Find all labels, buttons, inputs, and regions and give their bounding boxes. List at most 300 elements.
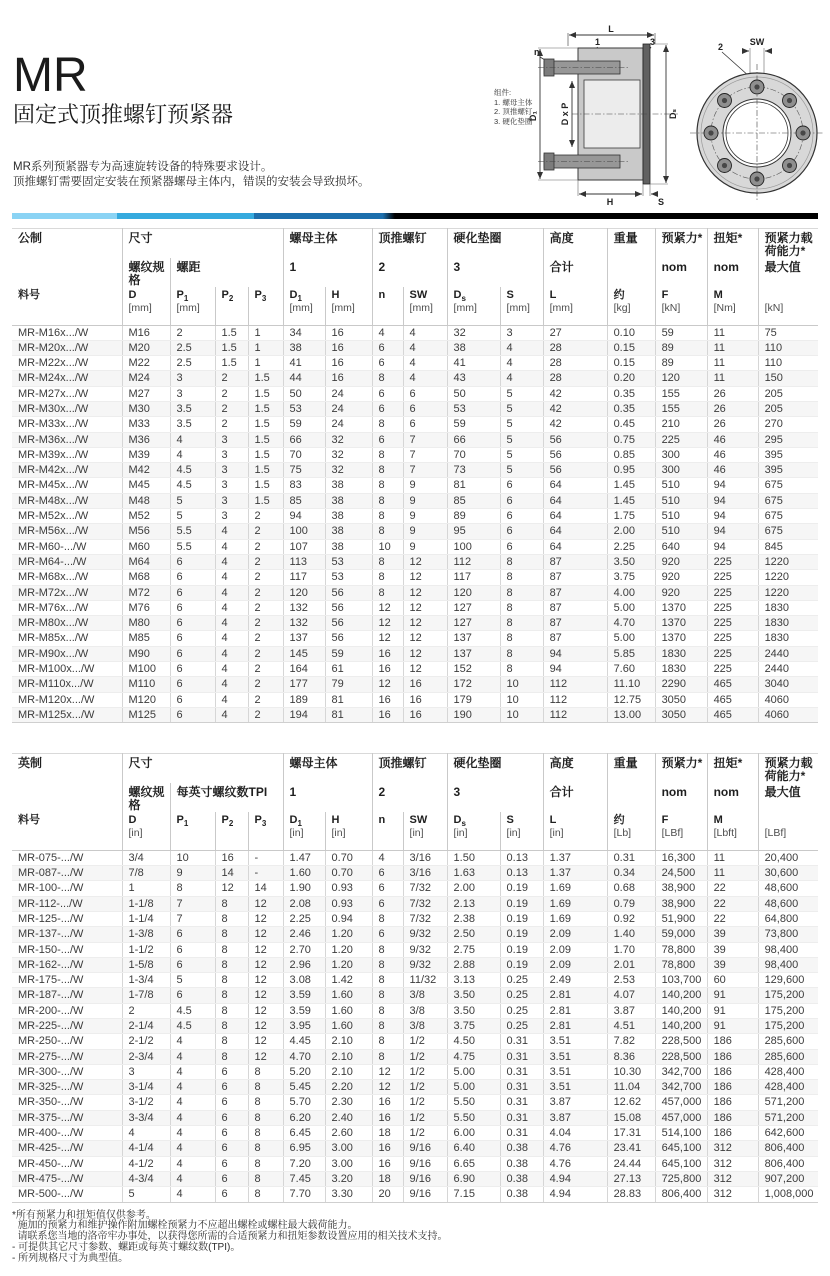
value-cell: 428,400 bbox=[758, 1064, 818, 1079]
value-cell: 16 bbox=[325, 340, 372, 355]
value-cell: 395 bbox=[758, 447, 818, 462]
value-cell: 1.45 bbox=[607, 478, 655, 493]
value-cell: 16 bbox=[372, 646, 403, 661]
value-cell: 1-3/4 bbox=[122, 973, 170, 988]
part-number-cell: MR-M68x.../W bbox=[12, 570, 122, 585]
value-cell: M120 bbox=[122, 692, 170, 707]
value-cell: 3.50 bbox=[607, 554, 655, 569]
value-cell: 112 bbox=[447, 554, 500, 569]
col-h: H [in] bbox=[325, 812, 372, 850]
value-cell: 225 bbox=[707, 662, 758, 677]
value-cell: 0.31 bbox=[500, 1049, 543, 1064]
value-cell: 1.37 bbox=[543, 850, 607, 865]
value-cell: 11.10 bbox=[607, 677, 655, 692]
part-number-cell: MR-M33x.../W bbox=[12, 417, 122, 432]
value-cell: 6 bbox=[500, 493, 543, 508]
value-cell: 2.38 bbox=[447, 911, 500, 926]
value-cell: 1220 bbox=[758, 585, 818, 600]
value-cell: 1 bbox=[248, 356, 283, 371]
value-cell: 34 bbox=[283, 325, 325, 340]
value-cell: 1.63 bbox=[447, 866, 500, 881]
value-cell: 0.31 bbox=[500, 1095, 543, 1110]
value-cell: 4 bbox=[215, 677, 248, 692]
value-cell: 920 bbox=[655, 554, 707, 569]
value-cell: 24 bbox=[325, 386, 372, 401]
value-cell: 2.46 bbox=[283, 927, 325, 942]
group-preload: 预紧力* bbox=[655, 229, 707, 259]
value-cell: 4 bbox=[215, 616, 248, 631]
value-cell: 0.31 bbox=[500, 1064, 543, 1079]
value-cell: 8 bbox=[248, 1095, 283, 1110]
value-cell: 0.38 bbox=[500, 1187, 543, 1202]
value-cell: M80 bbox=[122, 616, 170, 631]
value-cell: 46 bbox=[707, 432, 758, 447]
value-cell: 1.5 bbox=[215, 356, 248, 371]
value-cell: 0.68 bbox=[607, 881, 655, 896]
value-cell: 3 bbox=[215, 447, 248, 462]
value-cell: 225 bbox=[707, 554, 758, 569]
value-cell: 11 bbox=[707, 850, 758, 865]
value-cell: 2.81 bbox=[543, 988, 607, 1003]
value-cell: 3.59 bbox=[283, 1003, 325, 1018]
value-cell: 4.70 bbox=[283, 1049, 325, 1064]
value-cell: 9 bbox=[403, 478, 447, 493]
value-cell: 4 bbox=[170, 1171, 215, 1186]
value-cell: 1-3/8 bbox=[122, 927, 170, 942]
value-cell: 16 bbox=[372, 1141, 403, 1156]
value-cell: 225 bbox=[707, 570, 758, 585]
value-cell: 6 bbox=[170, 662, 215, 677]
value-cell: 2.09 bbox=[543, 927, 607, 942]
col-d1: $D_1$ [in] bbox=[283, 812, 325, 850]
table-row bbox=[12, 386, 818, 401]
value-cell: 2440 bbox=[758, 662, 818, 677]
value-cell: 94 bbox=[707, 478, 758, 493]
value-cell: 17.31 bbox=[607, 1126, 655, 1141]
value-cell: 38,900 bbox=[655, 896, 707, 911]
value-cell: 4-1/4 bbox=[122, 1141, 170, 1156]
value-cell: 8 bbox=[372, 463, 403, 478]
value-cell: 8 bbox=[500, 646, 543, 661]
value-cell: 5 bbox=[500, 463, 543, 478]
value-cell: 66 bbox=[447, 432, 500, 447]
value-cell: 1/2 bbox=[403, 1064, 447, 1079]
part-number-cell: MR-425-.../W bbox=[12, 1141, 122, 1156]
value-cell: 59,000 bbox=[655, 927, 707, 942]
value-cell: 56 bbox=[325, 631, 372, 646]
value-cell: 24 bbox=[325, 417, 372, 432]
value-cell: 4.50 bbox=[447, 1034, 500, 1049]
legend-item: 2. 顶推螺钉 bbox=[494, 107, 533, 116]
subheader-pitch: 螺距 bbox=[170, 258, 283, 287]
value-cell: 12 bbox=[215, 881, 248, 896]
value-cell: 127 bbox=[447, 616, 500, 631]
value-cell: 30,600 bbox=[758, 866, 818, 881]
value-cell: 38 bbox=[325, 509, 372, 524]
part-number-cell: MR-112-.../W bbox=[12, 896, 122, 911]
value-cell: 12 bbox=[372, 1080, 403, 1095]
table-row bbox=[12, 463, 818, 478]
value-cell: 13.00 bbox=[607, 707, 655, 722]
value-cell: 4 bbox=[170, 1126, 215, 1141]
table-row bbox=[12, 881, 818, 896]
value-cell: 186 bbox=[707, 1110, 758, 1125]
value-cell: 8 bbox=[500, 570, 543, 585]
value-cell: 9/32 bbox=[403, 957, 447, 972]
value-cell: 4 bbox=[215, 524, 248, 539]
value-cell: 6 bbox=[170, 570, 215, 585]
part-number-cell: MR-M80x.../W bbox=[12, 616, 122, 631]
value-cell: 1-1/4 bbox=[122, 911, 170, 926]
group-height: 高度 bbox=[543, 754, 607, 784]
group-capacity: 预紧力载 荷能力* bbox=[758, 229, 818, 259]
value-cell: 2.5 bbox=[170, 340, 215, 355]
value-cell: 1.37 bbox=[543, 866, 607, 881]
value-cell: 210 bbox=[655, 417, 707, 432]
value-cell: 194 bbox=[283, 707, 325, 722]
value-cell: 56 bbox=[543, 463, 607, 478]
value-cell: 0.93 bbox=[325, 881, 372, 896]
value-cell: 3-3/4 bbox=[122, 1110, 170, 1125]
value-cell: 16 bbox=[215, 850, 248, 865]
value-cell: 1.45 bbox=[607, 493, 655, 508]
value-cell: 137 bbox=[283, 631, 325, 646]
value-cell: 87 bbox=[543, 631, 607, 646]
value-cell: 16 bbox=[403, 677, 447, 692]
table-row bbox=[12, 1187, 818, 1202]
value-cell: 640 bbox=[655, 539, 707, 554]
value-cell: M64 bbox=[122, 554, 170, 569]
value-cell: 4 bbox=[215, 692, 248, 707]
value-cell: 9/16 bbox=[403, 1187, 447, 1202]
value-cell: 4 bbox=[215, 707, 248, 722]
product-description bbox=[13, 160, 370, 190]
part-number-cell: MR-350-.../W bbox=[12, 1095, 122, 1110]
value-cell: 642,600 bbox=[758, 1126, 818, 1141]
value-cell: 1.60 bbox=[325, 1018, 372, 1033]
value-cell: 8 bbox=[372, 973, 403, 988]
value-cell: 0.25 bbox=[500, 1003, 543, 1018]
value-cell: 64 bbox=[543, 509, 607, 524]
value-cell: 4.5 bbox=[170, 463, 215, 478]
value-cell: 7/32 bbox=[403, 911, 447, 926]
value-cell: 175,200 bbox=[758, 1018, 818, 1033]
value-cell: 228,500 bbox=[655, 1049, 707, 1064]
value-cell: 48,600 bbox=[758, 881, 818, 896]
value-cell: 3.51 bbox=[543, 1034, 607, 1049]
value-cell: 91 bbox=[707, 1018, 758, 1033]
value-cell: 140,200 bbox=[655, 988, 707, 1003]
value-cell: 12 bbox=[403, 585, 447, 600]
value-cell: 2.60 bbox=[325, 1126, 372, 1141]
value-cell: 186 bbox=[707, 1064, 758, 1079]
value-cell: M90 bbox=[122, 646, 170, 661]
value-cell: 2.20 bbox=[325, 1080, 372, 1095]
value-cell: 89 bbox=[447, 509, 500, 524]
value-cell: 79 bbox=[325, 677, 372, 692]
value-cell: 8 bbox=[500, 662, 543, 677]
col-p2: $P_2$ bbox=[215, 812, 248, 850]
value-cell: 8 bbox=[215, 896, 248, 911]
table-region-label: 公制 bbox=[18, 231, 43, 245]
value-cell: 6 bbox=[170, 707, 215, 722]
value-cell: 2 bbox=[248, 707, 283, 722]
value-cell: 175,200 bbox=[758, 988, 818, 1003]
value-cell: 920 bbox=[655, 570, 707, 585]
value-cell: 38,900 bbox=[655, 881, 707, 896]
value-cell: 9 bbox=[403, 524, 447, 539]
value-cell: 1370 bbox=[655, 631, 707, 646]
col-d1: $D_1$ [mm] bbox=[283, 287, 325, 325]
part-number-cell: MR-M90x.../W bbox=[12, 646, 122, 661]
dim-label-L: L bbox=[608, 24, 614, 34]
value-cell: 0.31 bbox=[500, 1080, 543, 1095]
col-h: H [mm] bbox=[325, 287, 372, 325]
value-cell: 16 bbox=[372, 1156, 403, 1171]
value-cell: 73 bbox=[447, 463, 500, 478]
value-cell: 2 bbox=[248, 539, 283, 554]
value-cell: 2.88 bbox=[447, 957, 500, 972]
value-cell: 41 bbox=[283, 356, 325, 371]
value-cell: 32 bbox=[325, 463, 372, 478]
value-cell: - bbox=[248, 850, 283, 865]
value-cell: 1/2 bbox=[403, 1095, 447, 1110]
page-subtitle: 固定式顶推螺钉预紧器 bbox=[13, 102, 234, 127]
table-row bbox=[12, 988, 818, 1003]
value-cell: 46 bbox=[707, 463, 758, 478]
part-number-cell: MR-M36x.../W bbox=[12, 432, 122, 447]
value-cell: 8 bbox=[215, 1018, 248, 1033]
part-number-cell: MR-M85x.../W bbox=[12, 631, 122, 646]
value-cell: 2.50 bbox=[447, 927, 500, 942]
value-cell: 189 bbox=[283, 692, 325, 707]
value-cell: 7.15 bbox=[447, 1187, 500, 1202]
value-cell: 0.20 bbox=[607, 371, 655, 386]
value-cell: 6 bbox=[170, 631, 215, 646]
part-number-cell: MR-M30x.../W bbox=[12, 401, 122, 416]
value-cell: 12.62 bbox=[607, 1095, 655, 1110]
subheader-thread-spec: 螺纹规格 bbox=[122, 783, 170, 812]
value-cell: 4.76 bbox=[543, 1156, 607, 1171]
col-d: D [in] bbox=[122, 812, 170, 850]
value-cell: 6 bbox=[372, 401, 403, 416]
value-cell: 4 bbox=[500, 340, 543, 355]
value-cell: 6 bbox=[170, 927, 215, 942]
value-cell: 9 bbox=[170, 866, 215, 881]
col-l: L [mm] bbox=[543, 287, 607, 325]
value-cell: 1/2 bbox=[403, 1080, 447, 1095]
value-cell: 12 bbox=[248, 957, 283, 972]
col-p3: $P_3$ bbox=[248, 287, 283, 325]
value-cell: 8 bbox=[215, 927, 248, 942]
value-cell: 8 bbox=[248, 1156, 283, 1171]
part-number-cell: MR-M56x.../W bbox=[12, 524, 122, 539]
value-cell: 11 bbox=[707, 356, 758, 371]
col-p1: $P_1$ [mm] bbox=[170, 287, 215, 325]
value-cell: 0.13 bbox=[500, 866, 543, 881]
value-cell: 920 bbox=[655, 585, 707, 600]
value-cell: 28 bbox=[543, 371, 607, 386]
value-cell: 295 bbox=[758, 432, 818, 447]
value-cell: 39 bbox=[707, 927, 758, 942]
value-cell: 5.5 bbox=[170, 539, 215, 554]
table-row bbox=[12, 340, 818, 355]
value-cell: 53 bbox=[325, 554, 372, 569]
value-cell: 87 bbox=[543, 600, 607, 615]
value-cell: 845 bbox=[758, 539, 818, 554]
subheader-component-3: 3 bbox=[447, 258, 543, 287]
subheader-component-2: 2 bbox=[372, 258, 447, 287]
value-cell: M30 bbox=[122, 401, 170, 416]
value-cell: 186 bbox=[707, 1049, 758, 1064]
value-cell: 117 bbox=[283, 570, 325, 585]
value-cell: 16 bbox=[325, 325, 372, 340]
value-cell: 112 bbox=[543, 692, 607, 707]
part-number-cell: MR-M20x.../W bbox=[12, 340, 122, 355]
value-cell: 2.96 bbox=[283, 957, 325, 972]
value-cell: 1.42 bbox=[325, 973, 372, 988]
col-s: S [in] bbox=[500, 812, 543, 850]
part-number-cell: MR-275-.../W bbox=[12, 1049, 122, 1064]
part-number-cell: MR-M60-.../W bbox=[12, 539, 122, 554]
value-cell: 38 bbox=[325, 493, 372, 508]
value-cell: 2.08 bbox=[283, 896, 325, 911]
value-cell: 94 bbox=[543, 646, 607, 661]
value-cell: 78,800 bbox=[655, 942, 707, 957]
value-cell: 4 bbox=[170, 1064, 215, 1079]
value-cell: 2 bbox=[215, 417, 248, 432]
value-cell: 0.31 bbox=[500, 1110, 543, 1125]
value-cell: 1.75 bbox=[607, 509, 655, 524]
value-cell: 64 bbox=[543, 478, 607, 493]
value-cell: 5.00 bbox=[607, 600, 655, 615]
value-cell: 907,200 bbox=[758, 1171, 818, 1186]
value-cell: 5 bbox=[500, 386, 543, 401]
value-cell: 8 bbox=[372, 371, 403, 386]
value-cell: 12 bbox=[248, 988, 283, 1003]
value-cell: 2 bbox=[122, 1003, 170, 1018]
subheader-component-3: 3 bbox=[447, 783, 543, 812]
value-cell: 85 bbox=[283, 493, 325, 508]
value-cell: 190 bbox=[447, 707, 500, 722]
value-cell: 9 bbox=[403, 539, 447, 554]
value-cell: 3040 bbox=[758, 677, 818, 692]
value-cell: 81 bbox=[325, 707, 372, 722]
value-cell: 0.19 bbox=[500, 896, 543, 911]
value-cell: 1370 bbox=[655, 600, 707, 615]
page-header bbox=[0, 0, 830, 219]
part-number-cell: MR-300-.../W bbox=[12, 1064, 122, 1079]
value-cell: 6 bbox=[215, 1126, 248, 1141]
value-cell: 2.10 bbox=[325, 1049, 372, 1064]
value-cell: 4 bbox=[403, 356, 447, 371]
value-cell: 155 bbox=[655, 401, 707, 416]
value-cell: 16 bbox=[372, 692, 403, 707]
value-cell: 20,400 bbox=[758, 850, 818, 865]
value-cell: 1/2 bbox=[403, 1049, 447, 1064]
value-cell: 94 bbox=[707, 524, 758, 539]
value-cell: 6 bbox=[215, 1064, 248, 1079]
value-cell: 312 bbox=[707, 1156, 758, 1171]
col-ds: $D_s$ [in] bbox=[447, 812, 500, 850]
table-row bbox=[12, 356, 818, 371]
part-number-cell: MR-M120x.../W bbox=[12, 692, 122, 707]
value-cell: 0.34 bbox=[607, 866, 655, 881]
col-m: M [Lbft] bbox=[707, 812, 758, 850]
value-cell: 4.00 bbox=[607, 585, 655, 600]
value-cell: 175,200 bbox=[758, 1003, 818, 1018]
value-cell: 16 bbox=[325, 371, 372, 386]
value-cell: 8 bbox=[215, 973, 248, 988]
value-cell: 2 bbox=[248, 554, 283, 569]
value-cell: 4060 bbox=[758, 692, 818, 707]
value-cell: 98,400 bbox=[758, 957, 818, 972]
value-cell: 8 bbox=[170, 881, 215, 896]
value-cell: 0.38 bbox=[500, 1171, 543, 1186]
value-cell: 53 bbox=[283, 401, 325, 416]
value-cell: 1-1/8 bbox=[122, 896, 170, 911]
callout-2: 2 bbox=[718, 42, 724, 52]
value-cell: 4-3/4 bbox=[122, 1171, 170, 1186]
value-cell: 6 bbox=[170, 646, 215, 661]
value-cell: 1220 bbox=[758, 570, 818, 585]
value-cell: 70 bbox=[283, 447, 325, 462]
footnote-line: 请联系您当地的洛帝牢办事处，以获得您所需的合适预紧力和扭矩参数设置应用的相关技术支持。 bbox=[12, 1231, 448, 1243]
value-cell: 18 bbox=[372, 1126, 403, 1141]
value-cell: 5 bbox=[500, 447, 543, 462]
part-number-cell: MR-225-.../W bbox=[12, 1018, 122, 1033]
value-cell: 3.51 bbox=[543, 1080, 607, 1095]
table-row bbox=[12, 401, 818, 416]
value-cell: M85 bbox=[122, 631, 170, 646]
group-torque: 扭矩* bbox=[707, 229, 758, 259]
part-number-cell: MR-M52x.../W bbox=[12, 509, 122, 524]
value-cell: 6 bbox=[500, 478, 543, 493]
value-cell: 24 bbox=[325, 401, 372, 416]
value-cell: 4 bbox=[403, 340, 447, 355]
col-sw: SW [mm] bbox=[403, 287, 447, 325]
value-cell: 0.95 bbox=[607, 463, 655, 478]
group-hardened-washer: 硬化垫圈 bbox=[447, 229, 543, 259]
value-cell: 1 bbox=[248, 325, 283, 340]
value-cell: 26 bbox=[707, 417, 758, 432]
value-cell: 2 bbox=[248, 585, 283, 600]
value-cell: 59 bbox=[447, 417, 500, 432]
value-cell: 5.50 bbox=[447, 1110, 500, 1125]
value-cell: 56 bbox=[543, 432, 607, 447]
value-cell: 3/16 bbox=[403, 850, 447, 865]
value-cell: 1220 bbox=[758, 554, 818, 569]
value-cell: 1-1/2 bbox=[122, 942, 170, 957]
value-cell: 1.5 bbox=[248, 371, 283, 386]
part-number-cell: MR-M22x.../W bbox=[12, 356, 122, 371]
metric-table-body bbox=[12, 325, 818, 723]
value-cell: 1 bbox=[248, 340, 283, 355]
value-cell: 5 bbox=[170, 509, 215, 524]
value-cell: 186 bbox=[707, 1034, 758, 1049]
table-row bbox=[12, 1049, 818, 1064]
value-cell: 3/8 bbox=[403, 1003, 447, 1018]
table-row bbox=[12, 524, 818, 539]
part-number-cell: MR-200-.../W bbox=[12, 1003, 122, 1018]
value-cell: 5 bbox=[122, 1187, 170, 1202]
component-legend bbox=[494, 88, 532, 126]
value-cell: 12 bbox=[403, 570, 447, 585]
value-cell: 8 bbox=[215, 1003, 248, 1018]
value-cell: 8 bbox=[372, 447, 403, 462]
value-cell: 675 bbox=[758, 493, 818, 508]
value-cell: 2 bbox=[248, 616, 283, 631]
